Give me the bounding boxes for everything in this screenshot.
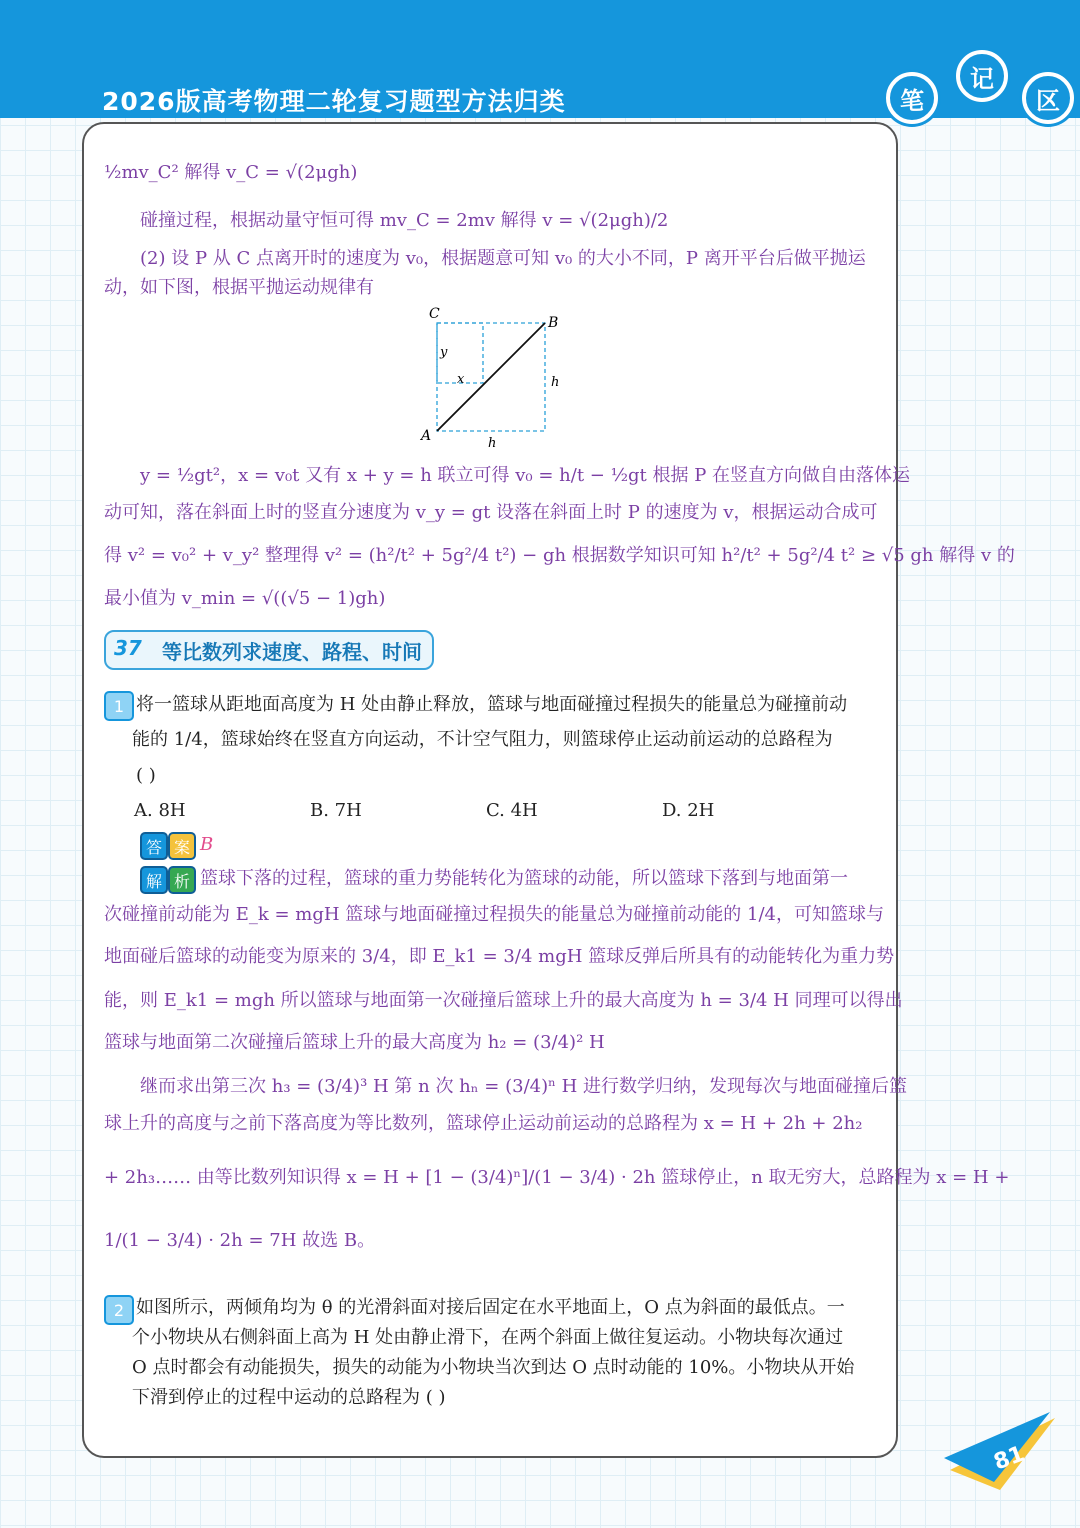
solution-line: 最小值为 v_min = √((√5 − 1)gh) bbox=[104, 588, 386, 609]
solution-line: y = ½gt²，x = v₀t 又有 x + y = h 联立可得 v₀ = h/t − ½gt 根据 P 在竖直方向做自由落体运 bbox=[140, 465, 911, 486]
option-c: C. 4H bbox=[486, 800, 538, 821]
section-title: 等比数列求速度、路程、时间 bbox=[162, 640, 422, 664]
analysis-line: 篮球与地面第二次碰撞后篮球上升的最大高度为 h₂ = (3/4)² H bbox=[104, 1032, 605, 1053]
question-text: O 点时都会有动能损失，损失的动能为小物块当次到达 O 点时动能的 10%。小物块从开始 bbox=[132, 1357, 855, 1378]
book-title: 2026版高考物理二轮复习题型方法归类 bbox=[102, 87, 566, 116]
analysis-line: 篮球下落的过程，篮球的重力势能转化为篮球的动能，所以篮球下落到与地面第一 bbox=[200, 868, 848, 889]
solution-line: (2) 设 P 从 C 点离开时的速度为 v₀，根据题意可知 v₀ 的大小不同，P 离开平台后做平抛运 bbox=[140, 248, 866, 269]
question-text: 能的 1/4，篮球始终在竖直方向运动，不计空气阻力，则篮球停止运动前运动的总路程为 bbox=[132, 729, 833, 750]
analysis-line: 能，则 E_k1 = mgh 所以篮球与地面第一次碰撞后篮球上升的最大高度为 h = 3/4 H 同理可以得出 bbox=[104, 990, 903, 1011]
question-text: 个小物块从右侧斜面上高为 H 处由静止滑下，在两个斜面上做往复运动。小物块每次通过 bbox=[132, 1327, 844, 1348]
question-number-2: 2 bbox=[104, 1295, 134, 1325]
label-b: B bbox=[548, 315, 559, 331]
question-text: 将一篮球从距地面高度为 H 处由静止释放，篮球与地面碰撞过程损失的能量总为碰撞前动 bbox=[136, 694, 848, 715]
solution-line: 碰撞过程，根据动量守恒可得 mv_C = 2mv 解得 v = √(2μgh)/2 bbox=[140, 210, 669, 231]
option-a: A. 8H bbox=[134, 800, 186, 821]
slope-line bbox=[437, 323, 545, 431]
page-number: 81 bbox=[990, 1441, 1028, 1476]
analysis-line: + 2h₃…… 由等比数列知识得 x = H + [1 − (3/4)ⁿ]/(1 − 3/4) · 2h 篮球停止，n 取无穷大，总路程为 x = H + bbox=[104, 1167, 1010, 1188]
analysis-line: 1/(1 − 3/4) · 2h = 7H 故选 B。 bbox=[104, 1230, 376, 1251]
option-b: B. 7H bbox=[310, 800, 362, 821]
solution-line: 动可知，落在斜面上时的竖直分速度为 v_y = gt 设落在斜面上时 P 的速度为 v，根据运动合成可 bbox=[104, 502, 878, 523]
notes-bubble-1: 笔 bbox=[886, 72, 938, 124]
label-a: A bbox=[421, 428, 432, 444]
solution-line: ½mv_C² 解得 v_C = √(2μgh) bbox=[104, 162, 358, 183]
answer-badge-1: 答 bbox=[140, 832, 168, 860]
analysis-badge-2: 析 bbox=[168, 866, 196, 894]
solution-line: 得 v² = v₀² + v_y² 整理得 v² = (h²/t² + 5g²/4 t²) − gh 根据数学知识可知 h²/t² + 5g²/4 t² ≥ √5 gh 解得 v 的 bbox=[104, 545, 1015, 566]
question-text: ( ) bbox=[136, 765, 156, 786]
solution-line: 动，如下图，根据平抛运动规律有 bbox=[104, 277, 374, 298]
question-text: 如图所示，两倾角均为 θ 的光滑斜面对接后固定在水平地面上，O 点为斜面的最低点。一 bbox=[136, 1297, 845, 1318]
question-text: 下滑到停止的过程中运动的总路程为 ( ) bbox=[132, 1387, 446, 1408]
label-y: y bbox=[440, 345, 448, 360]
label-h-right: h bbox=[551, 375, 560, 390]
label-h-bottom: h bbox=[488, 436, 497, 451]
section-number: 37 bbox=[114, 636, 142, 660]
analysis-line: 球上升的高度与之前下落高度为等比数列，篮球停止运动前运动的总路程为 x = H + 2h + 2h₂ bbox=[104, 1113, 863, 1134]
answer-value: B bbox=[200, 834, 214, 855]
notes-bubble-3: 区 bbox=[1022, 72, 1074, 124]
analysis-line: 地面碰后篮球的动能变为原来的 3/4，即 E_k1 = 3/4 mgH 篮球反弹后所具有的动能转化为重力势 bbox=[104, 946, 895, 967]
answer-badge-2: 案 bbox=[168, 832, 196, 860]
label-x: x bbox=[457, 372, 465, 387]
option-d: D. 2H bbox=[662, 800, 715, 821]
projectile-diagram bbox=[415, 300, 575, 452]
analysis-line: 继而求出第三次 h₃ = (3/4)³ H 第 n 次 hₙ = (3/4)ⁿ H 进行数学归纳，发现每次与地面碰撞后篮 bbox=[140, 1076, 908, 1097]
question-number-1: 1 bbox=[104, 691, 134, 721]
label-c: C bbox=[429, 306, 440, 322]
section-header bbox=[104, 630, 430, 668]
analysis-badge-1: 解 bbox=[140, 866, 168, 894]
analysis-line: 次碰撞前动能为 E_k = mgH 篮球与地面碰撞过程损失的能量总为碰撞前动能的 1/4，可知篮球与 bbox=[104, 904, 884, 925]
notes-bubble-2: 记 bbox=[956, 50, 1008, 102]
